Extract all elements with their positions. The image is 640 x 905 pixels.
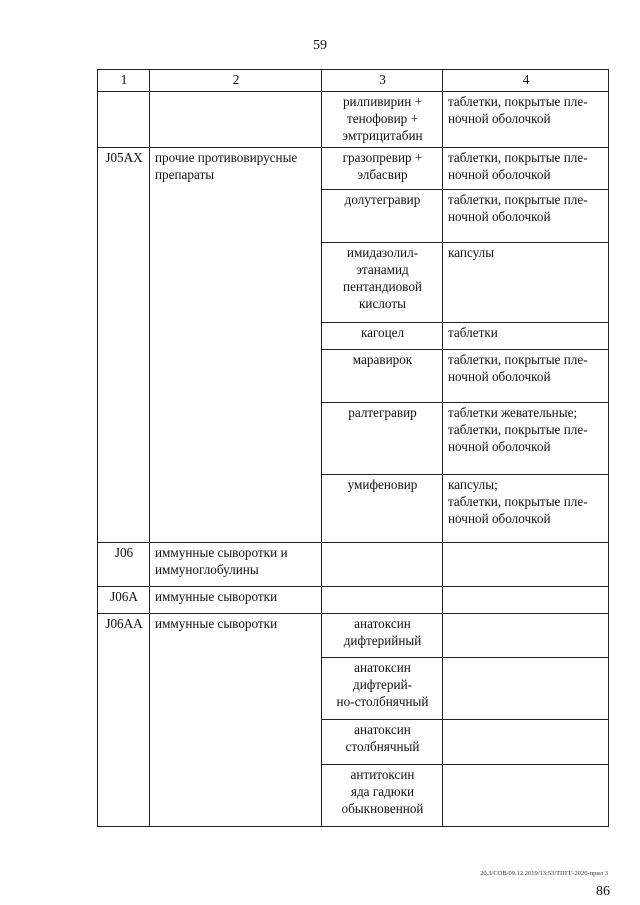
drug-name-cell <box>322 658 443 720</box>
atc-code-cell <box>98 614 150 827</box>
drug-name: кагоцел <box>360 325 405 340</box>
table-row <box>98 148 609 190</box>
drug-name-cell <box>322 190 443 243</box>
dosage-form-cell <box>443 148 609 190</box>
dosage-form-cell <box>443 658 609 720</box>
table-row <box>98 587 609 614</box>
drug-name: анатоксин дифтерийный <box>343 616 422 648</box>
drug-name: умифеновир <box>347 477 418 492</box>
group-name-cell <box>150 587 322 614</box>
atc-code: J06A <box>110 589 138 604</box>
dosage-form: таблетки, покрытые пле- ночной оболочкой <box>448 94 588 126</box>
group-name-cell <box>150 543 322 587</box>
dosage-form-cell <box>443 475 609 543</box>
dosage-form: таблетки, покрытые пле- ночной оболочкой <box>448 150 588 182</box>
dosage-form: таблетки, покрытые пле- ночной оболочкой <box>448 352 588 384</box>
atc-code: J06 <box>114 545 134 560</box>
atc-code-cell <box>98 587 150 614</box>
dosage-form: таблетки <box>448 325 498 340</box>
drug-name: анатоксин столбнячный <box>345 722 420 754</box>
drug-name-cell <box>322 765 443 827</box>
table-row <box>98 92 609 148</box>
drug-name: анатоксин дифтерий- но-столбнячный <box>336 660 429 709</box>
atc-code-cell <box>98 92 150 148</box>
group-name-cell <box>150 148 322 543</box>
dosage-form-cell <box>443 190 609 243</box>
dosage-form: таблетки, покрытые пле- ночной оболочкой <box>448 192 588 224</box>
dosage-form-cell <box>443 243 609 323</box>
drug-name-cell <box>322 403 443 475</box>
dosage-form-cell <box>443 350 609 403</box>
dosage-form-cell <box>443 543 609 587</box>
table-row <box>98 543 609 587</box>
header-col-2: 2 <box>150 70 322 92</box>
drug-name: долутегравир <box>344 192 421 207</box>
group-name: иммунные сыворотки и иммуноглобулины <box>155 545 288 577</box>
drug-table <box>97 69 609 827</box>
group-name-cell <box>150 92 322 148</box>
dosage-form-cell <box>443 587 609 614</box>
drug-name-cell <box>322 92 443 148</box>
drug-name-cell <box>322 587 443 614</box>
atc-code-cell <box>98 543 150 587</box>
drug-name-cell <box>322 543 443 587</box>
drug-name: антитоксин яда гадюки обыкновенной <box>341 767 424 816</box>
page-number: 59 <box>313 38 327 53</box>
atc-code: J06AA <box>105 616 143 631</box>
table-header-row <box>98 70 609 92</box>
atc-code: J05AX <box>105 150 143 165</box>
drug-name: имидазолил- этанамид пентандиовой кислоты <box>343 245 422 311</box>
drug-name-cell <box>322 350 443 403</box>
group-name: иммунные сыворотки <box>155 616 278 631</box>
drug-name-cell <box>322 323 443 350</box>
dosage-form-cell <box>443 92 609 148</box>
drug-name-cell <box>322 614 443 658</box>
dosage-form-cell <box>443 403 609 475</box>
dosage-form-cell <box>443 765 609 827</box>
drug-name-cell <box>322 148 443 190</box>
header-col-1: 1 <box>98 70 150 92</box>
drug-name: гразопревир + элбасвир <box>342 150 423 182</box>
header-col-3: 3 <box>322 70 443 92</box>
drug-name-cell <box>322 475 443 543</box>
dosage-form-cell <box>443 614 609 658</box>
dosage-form: капсулы; таблетки, покрытые пле- ночной оболочкой <box>448 477 588 526</box>
dosage-form: капсулы <box>448 245 495 260</box>
page-mark: 86 <box>596 884 610 899</box>
footer-document-stamp: 20.3/СОВ/09.12.2019/13:53/ТПГГ-2020-прил 3 <box>480 870 608 877</box>
drug-name: рилпивирин + тенофовир + эмтрицитабин <box>342 94 423 143</box>
dosage-form: таблетки жевательные; таблетки, покрытые пле- ночной оболочкой <box>448 405 588 454</box>
group-name-cell <box>150 614 322 827</box>
dosage-form-cell <box>443 323 609 350</box>
atc-code-cell <box>98 148 150 543</box>
drug-name-cell <box>322 720 443 765</box>
table-row <box>98 614 609 658</box>
drug-name: маравирок <box>352 352 413 367</box>
group-name: прочие противовирусные препараты <box>155 150 298 182</box>
header-col-4: 4 <box>443 70 609 92</box>
drug-name: ралтегравир <box>348 405 417 420</box>
group-name: иммунные сыворотки <box>155 589 278 604</box>
dosage-form-cell <box>443 720 609 765</box>
drug-name-cell <box>322 243 443 323</box>
